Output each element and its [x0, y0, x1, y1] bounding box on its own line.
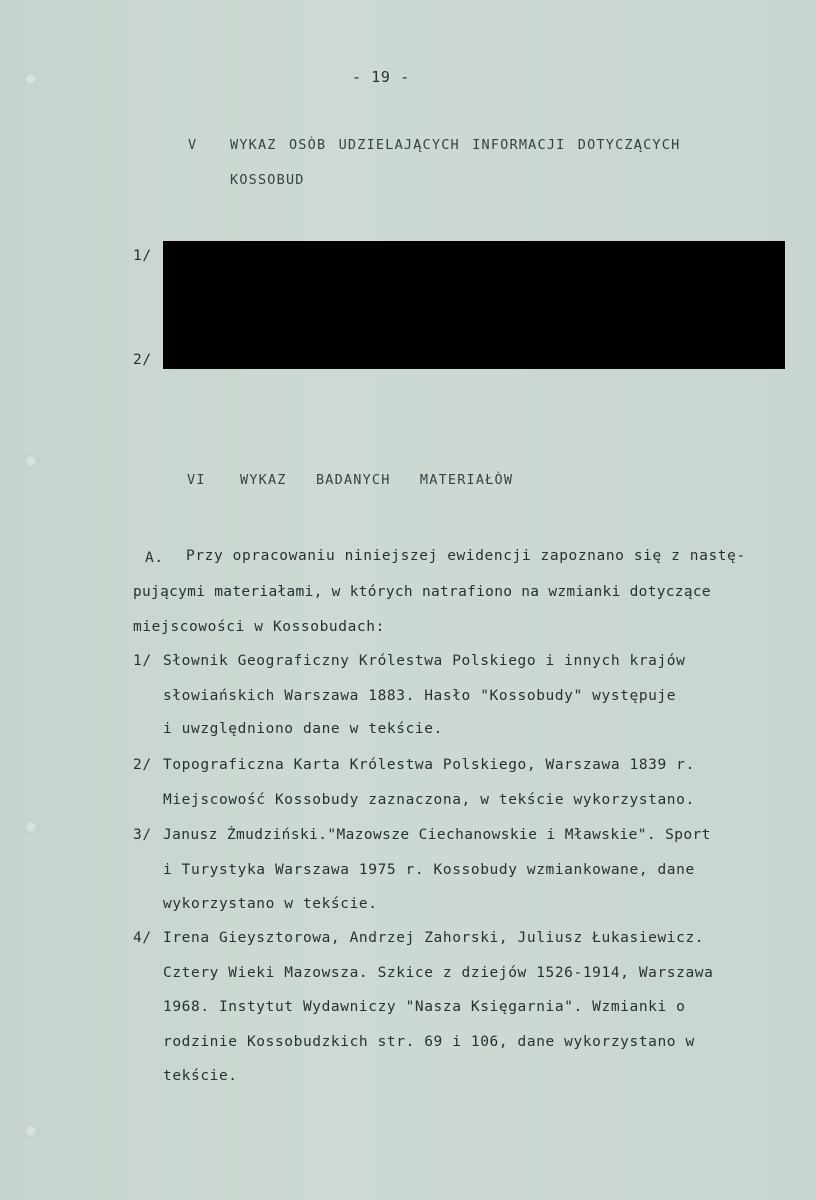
informant-item-2-number: 2/: [133, 352, 152, 368]
intro-marker: A.: [145, 550, 164, 566]
entry-3-line-2: i Turystyka Warszawa 1975 r. Kossobudy wzmiankowane, dane: [163, 862, 695, 878]
punch-hole-mark: [24, 820, 38, 834]
entry-1-line-3: i uwzględniono dane w tekście.: [163, 721, 443, 737]
entry-4-line-1: Irena Gieysztorowa, Andrzej Zahorski, Juliusz Łukasiewicz.: [163, 930, 705, 946]
punch-hole-mark: [24, 72, 38, 86]
entry-4-line-4: rodzinie Kossobudzkich str. 69 i 106, dane wykorzystano w: [163, 1034, 695, 1050]
entry-1-number: 1/: [133, 653, 152, 669]
entry-3-line-1: Janusz Żmudziński."Mazowsze Ciechanowskie i Mławskie". Sport: [163, 827, 711, 843]
entry-3-line-3: wykorzystano w tekście.: [163, 896, 378, 912]
entry-2-number: 2/: [133, 757, 152, 773]
intro-line-2: pującymi materiałami, w których natrafiono na wzmianki dotyczące: [133, 584, 711, 600]
punch-hole-mark: [24, 1124, 38, 1138]
entry-2-line-2: Miejscowość Kossobudy zaznaczona, w tekście wykorzystano.: [163, 792, 695, 808]
entry-4-line-3: 1968. Instytut Wydawniczy "Nasza Księgarnia". Wzmianki o: [163, 999, 686, 1015]
entry-4-line-5: tekście.: [163, 1068, 238, 1084]
section-v-title-line2: KOSSOBUD: [230, 172, 305, 188]
informant-item-1-number: 1/: [133, 248, 152, 264]
entry-4-line-2: Cztery Wieki Mazowsza. Szkice z dziejów 1526-1914, Warszawa: [163, 965, 714, 981]
section-v-title-line1: WYKAZ OSÒB UDZIELAJĄCYCH INFORMACJI DOTYCZĄCYCH: [230, 137, 681, 153]
intro-line-3: miejscowości w Kossobudach:: [133, 619, 385, 635]
entry-3-number: 3/: [133, 827, 152, 843]
page-number: - 19 -: [352, 68, 410, 86]
entry-2-line-1: Topograficzna Karta Królestwa Polskiego, Warszawa 1839 r.: [163, 757, 695, 773]
entry-1-line-1: Słownik Geograficzny Królestwa Polskiego i innych krajów: [163, 653, 686, 669]
section-v-numeral: V: [188, 137, 198, 153]
section-vi-title: WYKAZ BADANYCH MATERIAŁÒW: [240, 472, 514, 488]
section-vi-numeral: VI: [187, 472, 206, 488]
intro-line-1: Przy opracowaniu niniejszej ewidencji zapoznano się z nastę-: [186, 548, 746, 564]
entry-4-number: 4/: [133, 930, 152, 946]
punch-hole-mark: [24, 454, 38, 468]
redaction-block: [163, 241, 785, 369]
entry-1-line-2: słowiańskich Warszawa 1883. Hasło "Kossobudy" występuje: [163, 688, 677, 704]
